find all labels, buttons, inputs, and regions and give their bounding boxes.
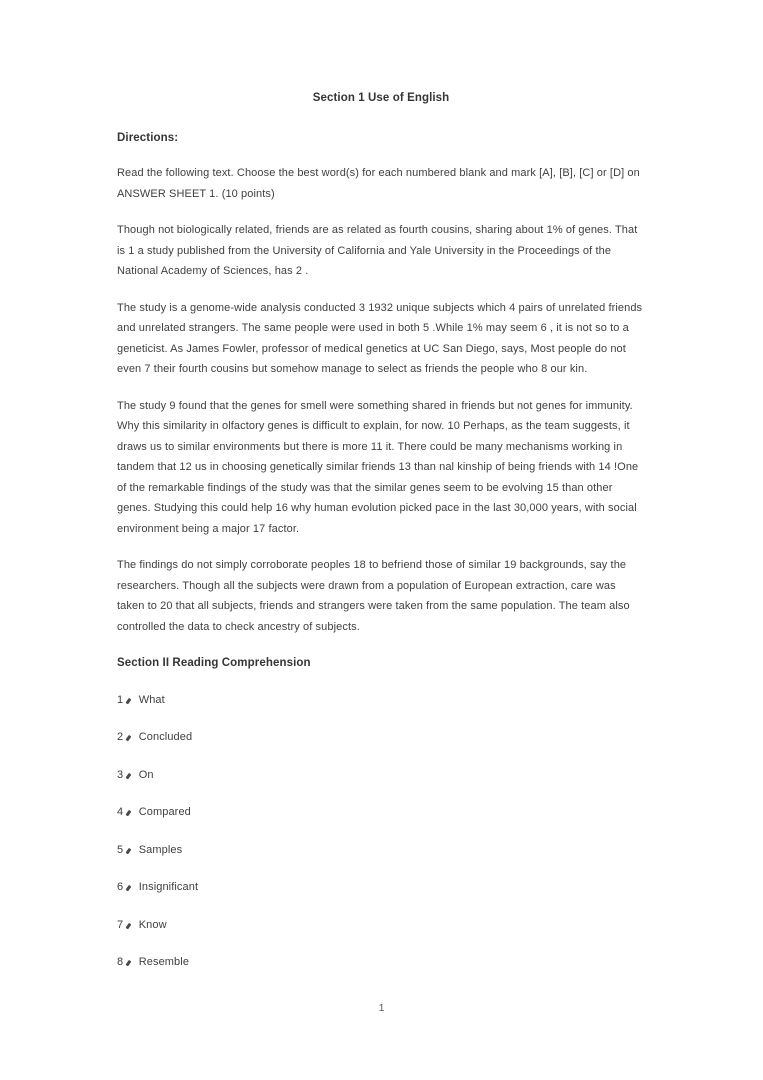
body-paragraph-3: The study 9 found that the genes for smell were something shared in friends but not genes for immunity. Why this similarity in olfactory genes is difficult to explain, for now. 10 Perhaps, as the team suggests, it draws us to similar environments but there is more 11 it. There could be many mechanisms working in tandem that 12 us in choosing genetically similar friends 13 than nal kinship of being friends with 14 !One of the remarkable findings of the study was that the similar genes seem to be evolving 15 than other genes. Studying this could help 16 why human evolution picked pace in the last 30,000 years, with social environment being a major 17 factor. [117, 399, 639, 535]
enumeration-comma-icon [126, 960, 131, 966]
answer-word: Insignificant [138, 881, 199, 893]
enumeration-comma-icon [126, 885, 131, 891]
answer-word: Know [138, 918, 167, 931]
body-paragraph-2: The study is a genome-wide analysis conducted 3 1932 unique subjects which 4 pairs of unrelated friends and unrelated strangers. The same people were used in both 5 .While 1% may seem 6 , it is not so to a geneticist. As James Fowler, professor of medical genetics at UC San Diego, says, Most people do not even 7 their fourth cousins but somehow manage to select as friends the people who 8 our kin. [117, 301, 643, 375]
answer-word: What [138, 693, 165, 706]
answer-number: 8 [117, 956, 124, 968]
answer-item-4 [117, 802, 645, 823]
enumeration-comma-icon [126, 847, 131, 853]
enumeration-comma-icon [126, 772, 131, 778]
section2-title: Section II Reading Comprehension [117, 657, 311, 669]
answer-number: 3 [117, 768, 124, 781]
answer-number: 5 [117, 843, 124, 856]
enumeration-comma-icon [126, 810, 131, 816]
answer-number: 2 [117, 731, 124, 743]
page-content [117, 0, 645, 990]
directions-label: Directions: [117, 131, 179, 144]
answer-word: Samples [138, 843, 183, 856]
enumeration-comma-icon [126, 922, 131, 928]
page-number: 1 [378, 1002, 385, 1014]
body-paragraph-4: The findings do not simply corroborate peoples 18 to befriend those of similar 19 backgrounds, say the researchers. Though all the subjects were drawn from a population of European extraction, care was taken to 20 that all subjects, friends and strangers were taken from the same population. The team also controlled the data to check ancestry of subjects. [117, 559, 630, 633]
answer-word: Compared [138, 806, 191, 818]
answer-word: Concluded [138, 731, 193, 743]
answer-number: 1 [117, 693, 124, 706]
answer-word: On [138, 768, 154, 781]
answer-number: 7 [117, 918, 124, 931]
answer-item-7 [117, 915, 645, 936]
section1-title: Section 1 Use of English [312, 92, 450, 104]
answer-number: 6 [117, 881, 124, 893]
answer-item-2 [117, 727, 645, 748]
enumeration-comma-icon [126, 735, 131, 741]
directions-text: Read the following text. Choose the best word(s) for each numbered blank and mark [A], [B], [C] or [D] on ANSWER SHEET 1. (10 points) [117, 167, 640, 200]
answer-item-1 [117, 690, 645, 711]
body-paragraph-1: Though not biologically related, friends are as related as fourth cousins, sharing about 1% of genes. That is 1 a study published from the University of California and Yale University in the Proceedings of the National Academy of Sciences, has 2 . [117, 224, 638, 277]
answer-word: Resemble [138, 956, 190, 968]
enumeration-comma-icon [126, 697, 131, 703]
answer-item-8 [117, 952, 645, 973]
answer-item-3 [117, 765, 645, 786]
answer-item-5 [117, 840, 645, 861]
answer-item-6 [117, 877, 645, 898]
answer-number: 4 [117, 806, 124, 818]
